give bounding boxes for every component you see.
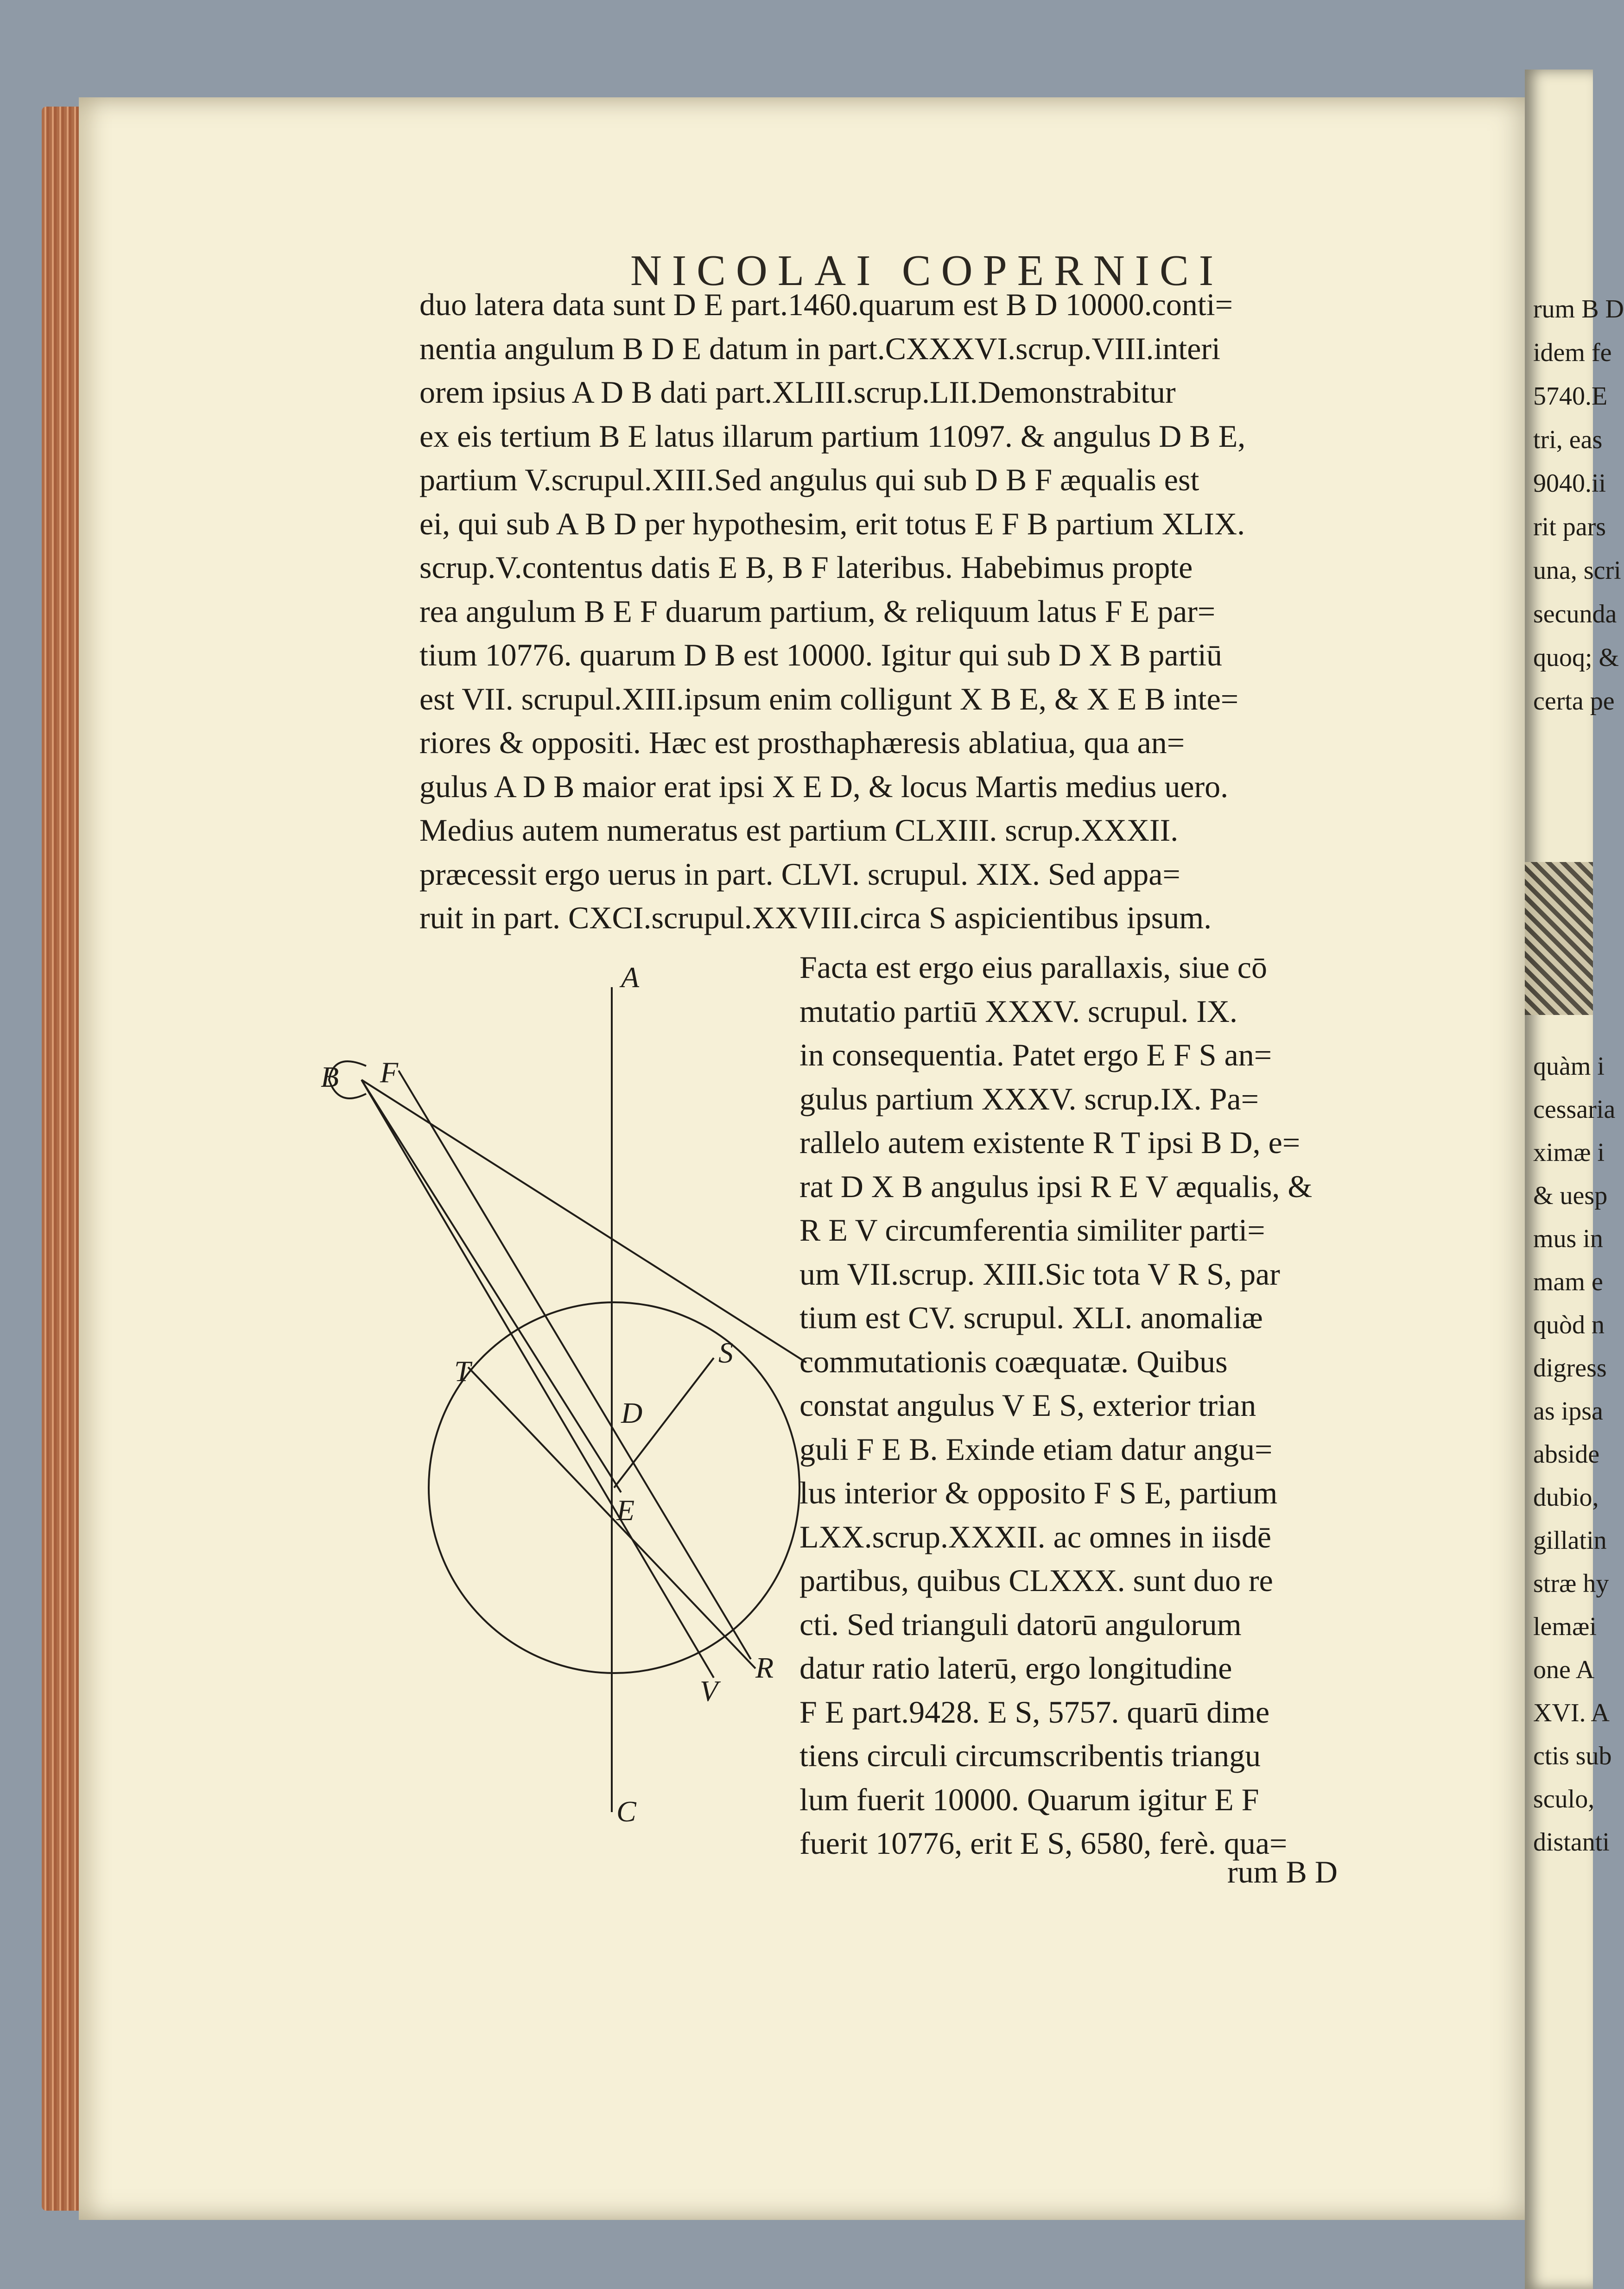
text-line: ei, qui sub A B D per hypothesim, erit totus E F B partium XLIX. [419,506,1245,541]
recto-line-fragment: abside [1533,1440,1600,1469]
label-f: F [380,1056,399,1089]
text-line: lus interior & opposito F S E, partium [799,1475,1278,1510]
recto-line-fragment: mam e [1533,1268,1603,1296]
text-line: guli F E B. Exinde etiam datur angu= [799,1431,1273,1467]
recto-line-fragment: mus in [1533,1224,1603,1253]
text-line: ruit in part. CXCI.scrupul.XXVIII.circa S aspicientibus ipsum. [419,900,1212,935]
label-r: R [755,1651,774,1684]
line-b-v [362,1080,714,1678]
recto-line-fragment: ctis sub [1533,1742,1612,1770]
body-text-beside-figure [799,945,1365,1865]
text-line: in consequentia. Patet ergo E F S an= [799,1037,1272,1072]
text-line: lum fuerit 10000. Quarum igitur E F [799,1782,1259,1817]
recto-line-fragment: dubio, [1533,1483,1599,1512]
text-line: F E part.9428. E S, 5757. quarū dime [799,1694,1270,1730]
text-line: mutatio partiū XXXV. scrupul. IX. [799,993,1237,1029]
recto-line-fragment: secunda [1533,600,1617,628]
text-line: partibus, quibus CLXXX. sunt duo re [799,1563,1273,1598]
recto-line-fragment: cessaria [1533,1095,1616,1124]
line-b-e [362,1080,621,1492]
recto-line-fragment: gillatin [1533,1526,1607,1555]
catchword: rum B D [1227,1854,1338,1890]
label-a: A [621,961,640,994]
text-line: tiens circuli circumscribentis triangu [799,1738,1261,1773]
text-line: gulus A D B maior erat ipsi X E D, & locus Martis medius uero. [419,768,1229,804]
text-line: duo latera data sunt D E part.1460.quarum est B D 10000.conti= [419,287,1233,322]
label-e: E [616,1494,635,1527]
text-line: partium V.scrupul.XIII.Sed angulus qui sub D B F æqualis est [419,462,1199,497]
recto-line-fragment: 9040.ii [1533,469,1606,498]
recto-line-fragment: one A [1533,1655,1595,1684]
text-line: Medius autem numeratus est partium CLXIII. scrup.XXXII. [419,812,1179,848]
text-line: LXX.scrup.XXXII. ac omnes in iisdē [799,1519,1271,1554]
recto-line-fragment: quòd n [1533,1311,1605,1339]
geometric-diagram [297,955,797,1886]
text-line: scrup.V.contentus datis E B, B F lateribus. Habebimus propte [419,550,1193,585]
text-line: gulus partium XXXV. scrup.IX. Pa= [799,1081,1259,1116]
body-text-full-width [419,283,1365,940]
text-line: rat D X B angulus ipsi R E V æqualis, & [799,1168,1313,1204]
text-line: cti. Sed trianguli datorū angulorum [799,1606,1242,1642]
recto-line-fragment: una, scri [1533,556,1621,585]
text-line: est VII. scrupul.XIII.ipsum enim colligunt X B E, & X E B inte= [419,681,1239,717]
label-v: V [700,1674,718,1707]
text-line: orem ipsius A D B dati part.XLIII.scrup.LII.Demonstrabitur [419,374,1176,410]
text-line: præcessit ergo uerus in part. CLVI. scrupul. XIX. Sed appa= [419,856,1180,892]
recto-line-fragment: ximæ i [1533,1138,1605,1167]
text-line: tium est CV. scrupul. XLI. anomaliæ [799,1300,1263,1335]
recto-line-fragment: rum B D [1533,295,1624,323]
text-line: rallelo autem existente R T ipsi B D, e= [799,1125,1300,1160]
recto-text-fragment-top [1533,287,1624,723]
text-line: rea angulum B E F duarum partium, & reliquum latus F E par= [419,593,1216,629]
text-line: ex eis tertium B E latus illarum partium 11097. & angulus D B E, [419,418,1246,454]
text-line: constat angulus V E S, exterior trian [799,1388,1256,1423]
recto-line-fragment: lemæi [1533,1612,1597,1641]
recto-line-fragment: as ipsa [1533,1397,1603,1426]
woodcut-initial-fragment [1525,862,1593,1015]
recto-line-fragment: & uesp [1533,1181,1608,1210]
recto-line-fragment: quoq; & [1533,643,1619,672]
line-f-r [399,1071,751,1659]
text-line: Facta est ergo eius parallaxis, siue cō [799,950,1267,985]
recto-line-fragment: stræ hy [1533,1569,1609,1598]
line-b-s [362,1080,806,1363]
text-line: tium 10776. quarum D B est 10000. Igitur qui sub D X B partiū [419,637,1223,672]
recto-line-fragment: quàm i [1533,1052,1605,1081]
recto-line-fragment: idem fe [1533,338,1612,367]
recto-line-fragment: certa pe [1533,687,1615,716]
label-b: B [321,1060,339,1093]
recto-line-fragment: rit pars [1533,513,1606,541]
text-line: commutationis coæquatæ. Quibus [799,1344,1228,1379]
label-s: S [718,1336,733,1369]
text-line: um VII.scrup. XIII.Sic tota V R S, par [799,1256,1280,1292]
recto-line-fragment: distanti [1533,1828,1610,1857]
label-c: C [616,1795,636,1828]
recto-line-fragment: digress [1533,1354,1607,1382]
text-line: fuerit 10776, erit E S, 6580, ferè. qua= [799,1826,1288,1861]
recto-text-fragment-bottom [1533,1045,1616,1864]
text-line: nentia angulum B D E datum in part.CXXXVI.scrup.VIII.interi [419,330,1220,366]
text-line: datur ratio laterū, ergo longitudine [799,1650,1232,1686]
text-line: riores & oppositi. Hæc est prosthaphæresis ablatiua, qua an= [419,725,1185,760]
recto-line-fragment: tri, eas [1533,425,1603,454]
text-line: R E V circumferentia similiter parti= [799,1212,1265,1248]
running-title: NICOLAI COPERNICI [630,247,1224,295]
recto-line-fragment: sculo, [1533,1785,1595,1813]
label-d: D [621,1396,643,1429]
label-t: T [454,1355,471,1388]
recto-line-fragment: 5740.E [1533,382,1608,411]
recto-line-fragment: XVI. A [1533,1699,1610,1727]
